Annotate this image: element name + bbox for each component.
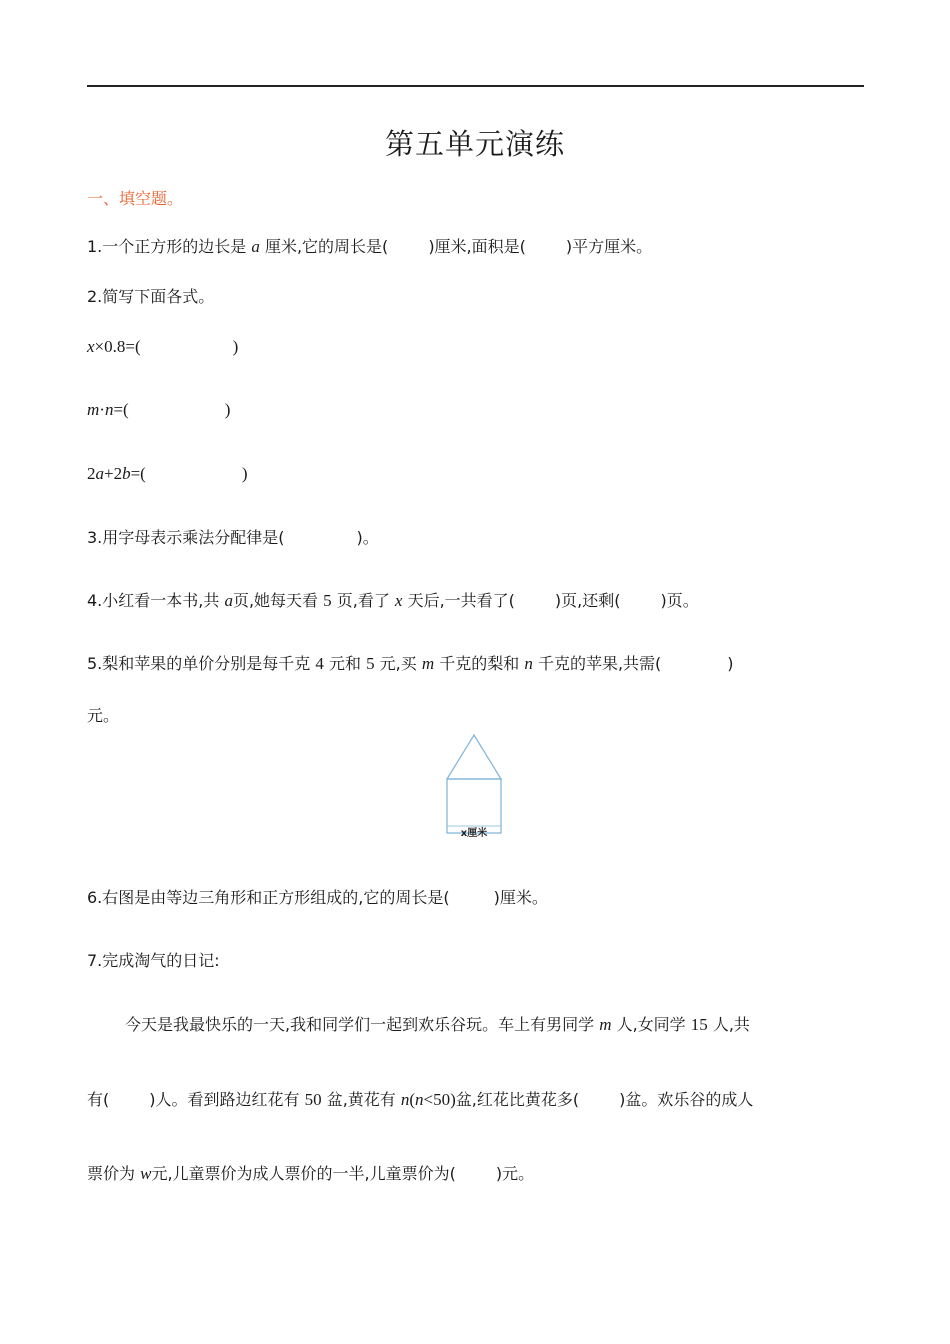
question-5-continued: 元。 xyxy=(87,706,120,725)
question-2: 2.简写下面各式。 xyxy=(87,287,215,306)
diary-line-1: 今天是我最快乐的一天,我和同学们一起到欢乐谷玩。车上有男同学 m 人,女同学 15 人,共 xyxy=(125,1015,750,1034)
question-4: 4.小红看一本书,共 a页,她每天看 5 页,看了 x 天后,一共看了( )页,还剩( )页。 xyxy=(87,591,699,610)
expression-3: 2a+2b=( ) xyxy=(87,464,248,483)
triangle-square-diagram xyxy=(444,733,504,843)
diary-line-3: 票价为 w元,儿童票价为成人票价的一半,儿童票价为( )元。 xyxy=(87,1164,535,1183)
expression-1: x×0.8=( ) xyxy=(87,337,239,356)
section-heading: 一、填空题。 xyxy=(87,189,184,208)
expression-2: m·n=( ) xyxy=(87,400,231,419)
equilateral-triangle xyxy=(447,735,501,779)
page-title: 第五单元演练 xyxy=(384,127,565,161)
question-5: 5.梨和苹果的单价分别是每千克 4 元和 5 元,买 m 千克的梨和 n 千克的苹果,共需( ) xyxy=(87,654,734,673)
question-3: 3.用字母表示乘法分配律是( )。 xyxy=(87,528,379,547)
diary-line-2: 有( )人。看到路边红花有 50 盆,黄花有 n(n<50)盆,红花比黄花多( )盆。欢乐谷的成人 xyxy=(87,1090,754,1109)
house-figure xyxy=(444,733,504,843)
question-1: 1.一个正方形的边长是 a 厘米,它的周长是( )厘米,面积是( )平方厘米。 xyxy=(87,237,653,256)
header-rule xyxy=(87,85,864,87)
question-6: 6.右图是由等边三角形和正方形组成的,它的周长是( )厘米。 xyxy=(87,888,548,907)
side-length-label: x厘米 xyxy=(460,828,488,839)
square xyxy=(447,779,501,833)
question-7: 7.完成淘气的日记: xyxy=(87,951,220,970)
